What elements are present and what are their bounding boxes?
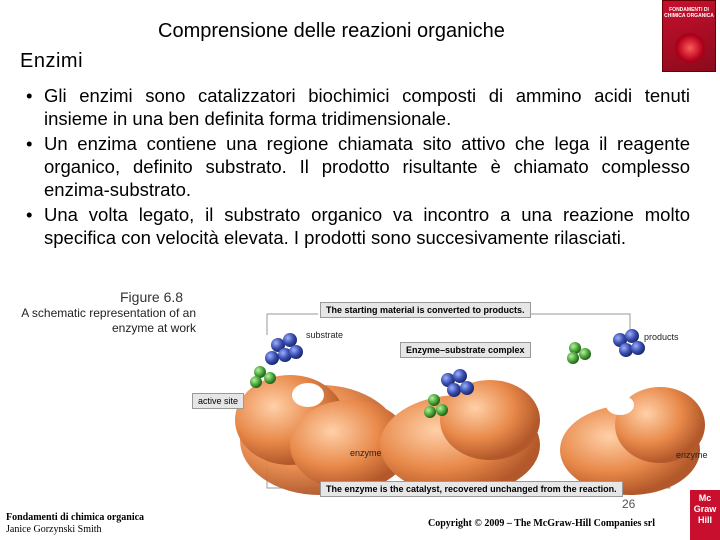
section-title: Enzimi (20, 50, 84, 72)
products-label: products (644, 332, 679, 342)
copyright-notice: Copyright © 2009 – The McGraw-Hill Companies srl (428, 518, 656, 529)
top-caption-box: The starting material is converted to products. (320, 302, 531, 318)
enzyme-middle-shape (380, 369, 540, 495)
slide-title: Comprensione delle reazioni organiche (158, 20, 505, 42)
figure-label: Figure 6.8 (120, 289, 184, 305)
footer-book-title: Fondamenti di chimica organica (6, 512, 145, 523)
complex-caption-box: Enzyme–substrate complex (400, 342, 531, 358)
enzyme-diagram (190, 300, 720, 500)
footer-author: Janice Gorzynski Smith (6, 524, 102, 535)
book-cover-title: FONDAMENTI DI CHIMICA ORGANICA (664, 7, 714, 19)
bullet-item: • Gli enzimi sono catalizzatori biochimici composti di ammino acidi tenuti insieme in una ben definita forma tridimensionale. (24, 84, 690, 130)
cover-flower-image (675, 33, 705, 63)
publisher-logo: Mc Graw Hill (690, 490, 720, 540)
book-cover-image (662, 0, 716, 72)
bullet-item: • Un enzima contiene una regione chiamata sito attivo che lega il reagente organico, definito substrato. Il prodotto risultante è chiamato complesso enzima-substrato. (24, 132, 690, 201)
figure-caption: A schematic representation of an enzyme at work (21, 306, 196, 335)
bullet-list (24, 84, 690, 251)
products-cluster (567, 329, 645, 364)
enzyme-left-label: enzyme (350, 448, 382, 458)
enzyme-right-shape (560, 387, 705, 495)
page-number: 26 (622, 497, 636, 511)
bottom-caption-box: The enzyme is the catalyst, recovered unchanged from the reaction. (320, 481, 623, 497)
enzyme-right-label: enzyme (676, 450, 708, 460)
bullet-item: • Una volta legato, il substrato organico va incontro a una reazione molto specifica con velocità elevata. I prodotti sono succesivamente rilasciati. (24, 203, 690, 249)
enzyme-diagram-graphic (190, 300, 720, 500)
substrate-label: substrate (306, 330, 344, 340)
active-site-label: active site (192, 393, 244, 409)
